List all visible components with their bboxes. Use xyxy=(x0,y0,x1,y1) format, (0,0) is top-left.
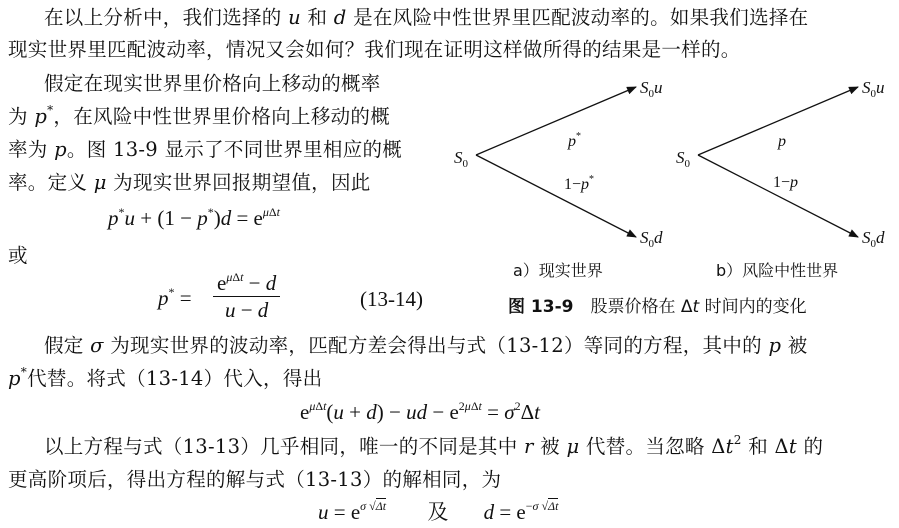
paragraph2-line4: 率。定义 μ 为现实世界回报期望值，因此 xyxy=(8,171,371,194)
paragraph1-line2: 现实世界里匹配波动率，情况又会如何？我们现在证明这样做所得的结果是一样的。 xyxy=(8,38,741,61)
paragraph4-line1: 以上方程与式（13-13）几乎相同，唯一的不同是其中 r 被 μ 代替。当忽略 $\Delta t^2$ 和 Δt 的 xyxy=(44,433,824,458)
caption-real-world: a）现实世界 xyxy=(513,261,603,280)
paragraph2-line1: 假定在现实世界里价格向上移动的概率 xyxy=(44,72,381,95)
equation2-denominator: u − d xyxy=(224,298,269,322)
right-down-probability: 1−p xyxy=(773,174,799,191)
right-up-label: $S_0u$ xyxy=(862,78,885,100)
caption-risk-neutral-world: b）风险中性世界 xyxy=(716,261,839,280)
equation2-lhs: p* = xyxy=(158,285,192,310)
left-down-label: $S_0d$ xyxy=(640,228,663,250)
paragraph4-line2: 更高阶项后，得出方程的解与式（13-13）的解相同，为 xyxy=(8,468,502,491)
paragraph1-line1: 在以上分析中，我们选择的 u 和 d 是在风险中性世界里匹配波动率的。如果我们选择在 xyxy=(44,6,809,29)
left-down-probability: 1−p* xyxy=(564,174,595,193)
right-down-label: $S_0d$ xyxy=(862,228,885,250)
left-down-branch xyxy=(476,155,636,237)
right-down-branch xyxy=(698,155,858,237)
or-label: 或 xyxy=(8,244,28,267)
left-root-label: $S_0$ xyxy=(454,148,468,170)
paragraph3-line1: 假定 σ 为现实世界的波动率，匹配方差会得出与式（13-12）等同的方程，其中的 p 被 xyxy=(44,334,808,357)
equation2-fraction xyxy=(213,270,280,323)
left-up-probability: p* xyxy=(568,131,581,150)
paragraph2-line3: 率为 p。图 13-9 显示了不同世界里相应的概 xyxy=(8,138,403,161)
equation2-number: (13-14) xyxy=(360,287,423,311)
right-root-label: $S_0$ xyxy=(676,148,690,170)
figure-13-9 xyxy=(440,70,899,255)
paragraph3-line2: p*代替。将式（13-14）代入，得出 xyxy=(8,365,323,390)
right-up-probability: p xyxy=(778,133,786,150)
equation4: $u = e^{\sigma √\Delta t}$ 及 $d = e^{-\sigma √\Delta t}$ xyxy=(318,499,559,524)
equation2-numerator: $e^{\mu\Delta t} - d$ xyxy=(213,270,280,297)
left-up-label: $S_0u$ xyxy=(640,78,663,100)
left-up-branch xyxy=(476,87,636,155)
paragraph2-line2: 为 p*，在风险中性世界里价格向上移动的概 xyxy=(8,103,391,128)
equation1: $p^*u + (1 - p^*)d = e^{\mu\Delta t}$ xyxy=(108,205,280,230)
equation3: $e^{\mu\Delta t}(u + d)$ − ud − $e^{2\mu\Delta t} = \sigma^2\Delta t$ xyxy=(300,399,540,424)
figure-caption: 图 13-9 股票价格在 Δt 时间内的变化 xyxy=(508,297,807,317)
